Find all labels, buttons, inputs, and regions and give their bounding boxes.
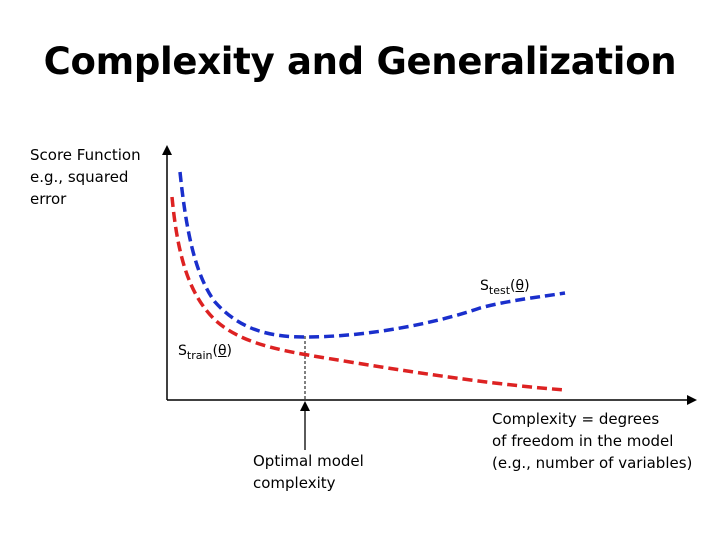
x-axis-label-line: Complexity = degrees	[492, 410, 660, 428]
optimal-complexity-label	[253, 450, 364, 494]
optimal-label-line: complexity	[253, 474, 336, 492]
x-axis-label-line: of freedom in the model	[492, 432, 674, 450]
slide-title: Complexity and Generalization	[43, 40, 677, 83]
test-series-label: $S_{test}(\theta)$	[480, 278, 530, 297]
test-error-curve	[180, 172, 565, 337]
train-series-label: $S_{train}(\theta)$	[178, 343, 233, 362]
x-axis-label-line: (e.g., number of variables)	[492, 454, 693, 472]
x-axis-label	[492, 408, 692, 474]
y-axis-label-line: Score Function	[30, 146, 141, 164]
optimal-label-line: Optimal model	[253, 452, 364, 470]
y-axis-label	[30, 144, 141, 210]
y-axis-label-line: e.g., squared	[30, 168, 129, 186]
y-axis-label-line: error	[30, 190, 67, 208]
